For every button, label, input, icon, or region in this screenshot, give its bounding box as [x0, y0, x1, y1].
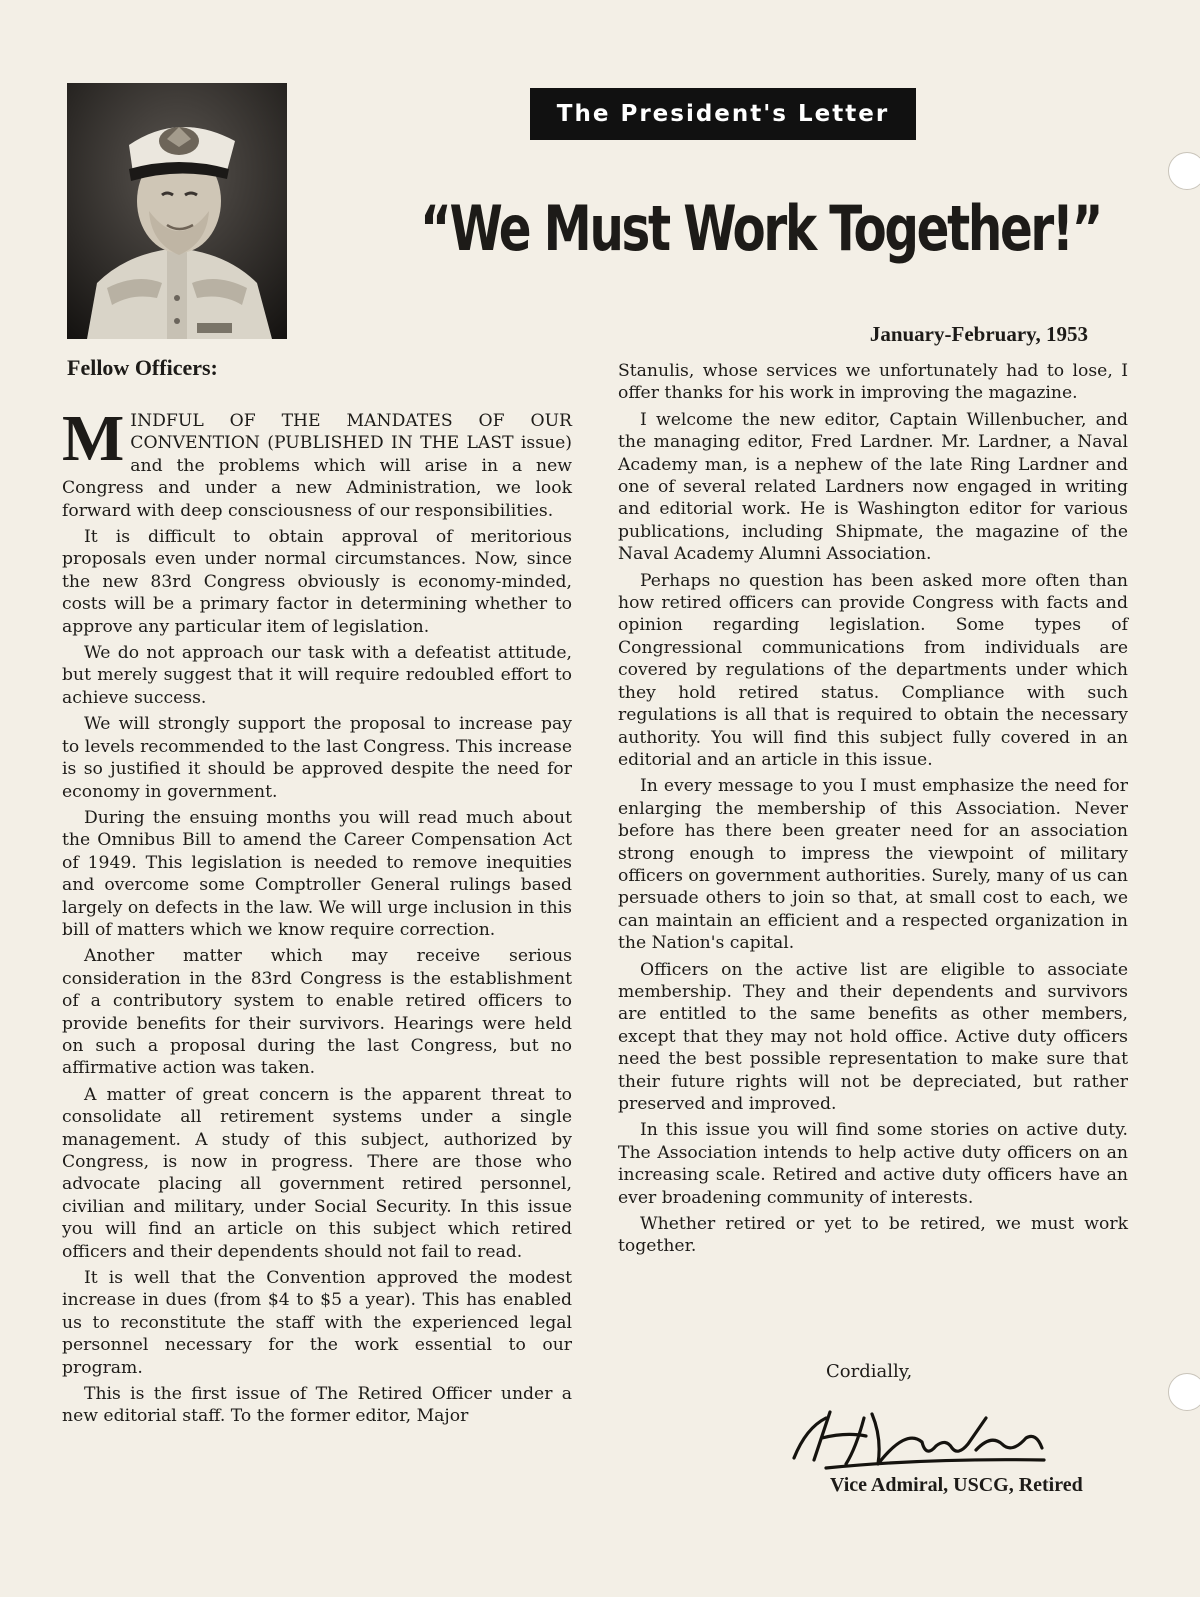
handwritten-signature: [786, 1398, 1056, 1476]
drop-cap: M: [62, 402, 125, 475]
headline: “We Must Work Together!”: [420, 192, 1102, 265]
issue-date: January-February, 1953: [869, 322, 1088, 346]
paragraph: [62, 402, 572, 522]
paragraph: Another matter which may receive serious consideration in the 83rd Congress is the establishment of a contributory system to enable retired officers to provide benefits for their survivors. Hearings were held on such a proposal during the last Congress, but no affirmative action was taken.: [62, 946, 572, 1079]
right-column: [618, 360, 1128, 1262]
left-column: [62, 402, 572, 1432]
portrait-icon: [67, 83, 287, 339]
admiral-portrait-photo: [67, 83, 287, 339]
paragraph: In this issue you will find some stories on active duty. The Association intends to help active duty officers on an increasing scale. Retired and active duty officers have an ever broadening community of interests.: [618, 1120, 1128, 1208]
paragraph: We do not approach our task with a defeatist attitude, but merely suggest that it will require redoubled effort to achieve success.: [62, 643, 572, 708]
paragraph: This is the first issue of The Retired Officer under a new editorial staff. To the former editor, Major: [62, 1384, 572, 1427]
paragraph: A matter of great concern is the apparent threat to consolidate all retirement systems under a single management. A study of this subject, authorized by Congress, is now in progress. There are those who advocate placing all government retired personnel, civilian and military, under Social Security. In this issue you will find an article on this subject which retired officers and their dependents should not fail to read.: [62, 1084, 572, 1262]
paragraph: I welcome the new editor, Captain Willenbucher, and the managing editor, Fred Lardner. Mr. Lardner, a Naval Academy man, is a nephew of the late Ring Lardner and one of several related Lardners now engaged in writing and editorial work. He is Washington editor for various publications, including Shipmate, the magazine of the Naval Academy Alumni Association.: [618, 409, 1128, 565]
binder-hole-bottom: [1168, 1373, 1200, 1411]
paragraph: In every message to you I must emphasize the need for enlarging the membership of this Association. Never before has there been greater need for an association strong enough to impress the viewpoint of military officers on government authorities. Surely, many of us can persuade others to join so that, at small cost to each, we can maintain an efficient and a respected organization in the Nation's capital.: [618, 776, 1128, 954]
presidents-letter-banner: The President's Letter: [530, 88, 916, 140]
paragraph: We will strongly support the proposal to increase pay to levels recommended to the last Congress. This increase is so justified it should be approved despite the need for economy in government.: [62, 714, 572, 802]
paragraph: It is well that the Convention approved the modest increase in dues (from $4 to $5 a year). This has enabled us to reconstitute the staff with the experienced legal personnel necessary for the work essential to our program.: [62, 1268, 572, 1378]
paragraph: Stanulis, whose services we unfortunately had to lose, I offer thanks for his work in improving the magazine.: [618, 361, 1128, 404]
binder-hole-top: [1168, 152, 1200, 190]
paragraph: Whether retired or yet to be retired, we must work together.: [618, 1214, 1128, 1257]
closing: Cordially,: [826, 1361, 913, 1382]
salutation: Fellow Officers:: [67, 355, 218, 380]
signer-title: Vice Admiral, USCG, Retired: [830, 1474, 1083, 1496]
paragraph: Officers on the active list are eligible to associate membership. They and their dependents and survivors are entitled to the same benefits as other members, except that they may not hold office. Active duty officers need the best possible representation to make sure that their future rights will not be depreciated, but rather preserved and improved.: [618, 959, 1128, 1114]
paragraph-text: INDFUL OF THE MANDATES OF OUR CONVENTION (PUBLISHED IN THE LAST issue) and the problems which will arise in a new Congress and under a new Administration, we look forward with deep consciousness of our responsibilities.: [62, 411, 572, 521]
paragraph: During the ensuing months you will read much about the Omnibus Bill to amend the Career Compensation Act of 1949. This legislation is needed to remove inequities and overcome some Comptroller General rulings based largely on defects in the law. We will urge inclusion in this bill of matters which we know require correction.: [62, 807, 572, 940]
paragraph: It is difficult to obtain approval of meritorious proposals even under normal circumstances. Now, since the new 83rd Congress obviously is economy-minded, costs will be a primary factor in determining whether to approve any particular item of legislation.: [62, 527, 572, 637]
paragraph: Perhaps no question has been asked more often than how retired officers can provide Congress with facts and opinion regarding legislation. Some types of Congressional communications from individuals are covered by regulations of the departments under which they hold retired status. Compliance with such regulations is all that is required to obtain the necessary authority. You will find this subject fully covered in an editorial and an article in this issue.: [618, 570, 1128, 770]
